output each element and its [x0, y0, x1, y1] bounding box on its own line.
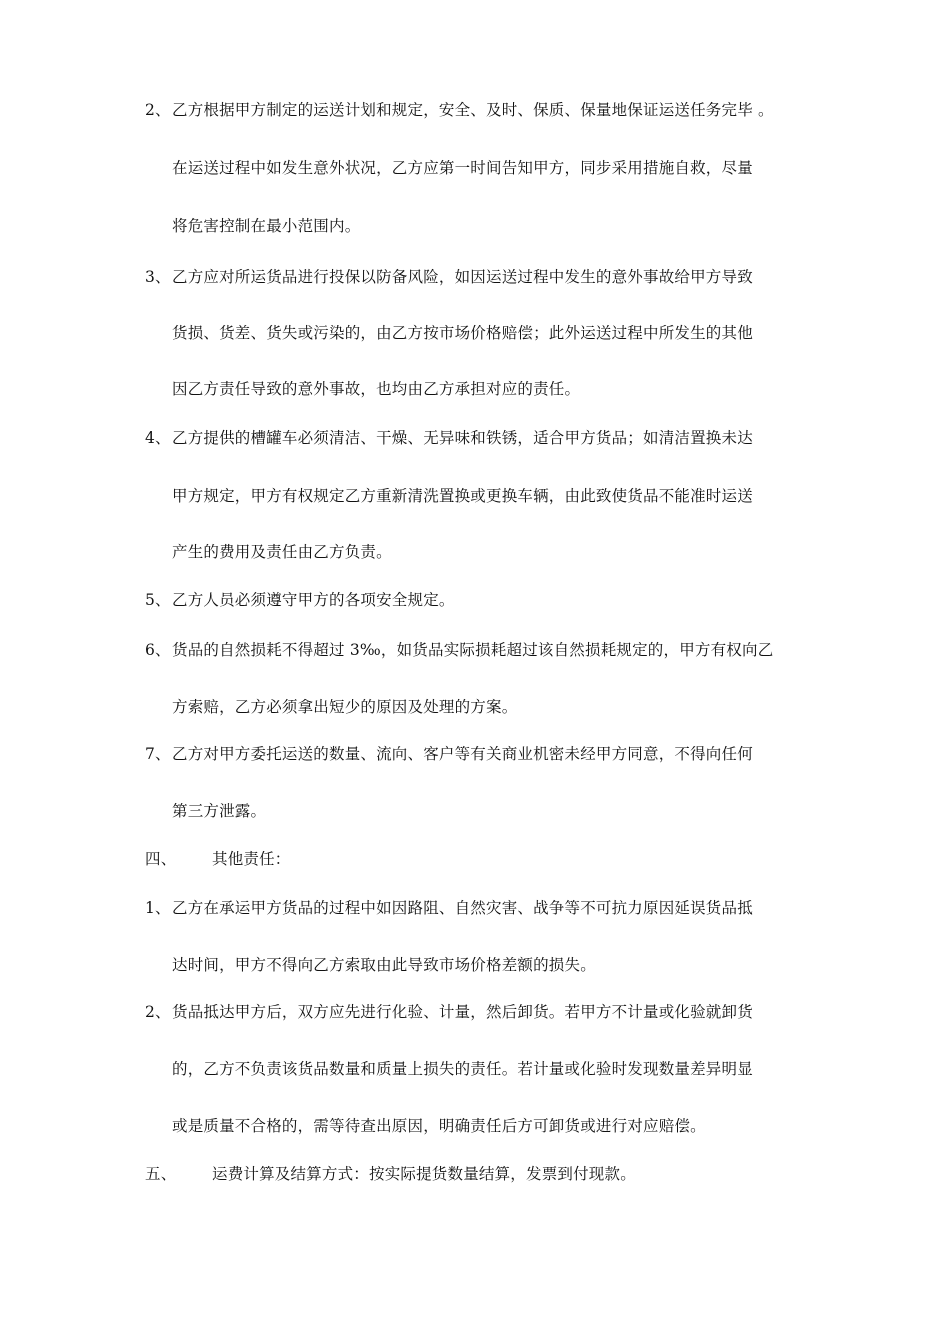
- clause-number: 2、: [145, 1003, 171, 1021]
- clause-number: 2、: [145, 101, 171, 119]
- clause-text-line: 产生的费用及责任由乙方负责。: [172, 543, 392, 561]
- clause-text-line: 货品抵达甲方后，双方应先进行化验、计量，然后卸货。若甲方不计量或化验就卸货: [172, 1003, 753, 1021]
- clause-text-line: 乙方在承运甲方货品的过程中如因路阻、自然灾害、战争等不可抗力原因延误货品抵: [172, 899, 753, 917]
- clause-text-line: 方索赔，乙方必须拿出短少的原因及处理的方案。: [172, 698, 518, 716]
- clause-number: 5、: [145, 591, 171, 609]
- clause-text-line: 因乙方责任导致的意外事故，也均由乙方承担对应的责任。: [172, 380, 581, 398]
- clause-text-line: 的，乙方不负责该货品数量和质量上损失的责任。若计量或化验时发现数量差异明显: [172, 1060, 753, 1078]
- clause-text-line: 第三方泄露。: [172, 802, 267, 820]
- clause-text-line: 乙方根据甲方制定的运送计划和规定，安全、及时、保质、保量地保证运送任务完毕 。: [172, 101, 774, 119]
- clause-text-line: 达时间，甲方不得向乙方索取由此导致市场价格差额的损失。: [172, 956, 596, 974]
- section-title: 其他责任：: [212, 850, 291, 868]
- clause-number: 4、: [145, 429, 171, 447]
- clause-number: 6、: [145, 641, 171, 659]
- clause-text-line: 货损、货差、货失或污染的，由乙方按市场价格赔偿；此外运送过程中所发生的其他: [172, 324, 753, 342]
- clause-text-line: 将危害控制在最小范围内。: [172, 217, 361, 235]
- section-title: 运费计算及结算方式：按实际提货数量结算，发票到付现款。: [212, 1165, 636, 1183]
- clause-text-line: 或是质量不合格的，需等待查出原因，明确责任后方可卸货或进行对应赔偿。: [172, 1117, 706, 1135]
- clause-text-line: 在运送过程中如发生意外状况，乙方应第一时间告知甲方，同步采用措施自救，尽量: [172, 159, 753, 177]
- clause-number: 1、: [145, 899, 171, 917]
- clause-text-line: 乙方应对所运货品进行投保以防备风险，如因运送过程中发生的意外事故给甲方导致: [172, 268, 753, 286]
- clause-text-line: 乙方人员必须遵守甲方的各项安全规定。: [172, 591, 455, 609]
- clause-number: 3、: [145, 268, 171, 286]
- clause-number: 7、: [145, 745, 171, 763]
- clause-text-line: 乙方提供的槽罐车必须清洁、干燥、无异味和铁锈，适合甲方货品；如清洁置换未达: [172, 429, 753, 447]
- clause-text-line: 甲方规定，甲方有权规定乙方重新清洗置换或更换车辆，由此致使货品不能准时运送: [172, 487, 753, 505]
- clause-text-line: 乙方对甲方委托运送的数量、流向、客户等有关商业机密未经甲方同意，不得向任何: [172, 745, 753, 763]
- section-number: 四、: [145, 850, 177, 868]
- section-number: 五、: [145, 1165, 177, 1183]
- clause-text-line: 货品的自然损耗不得超过 3‰，如货品实际损耗超过该自然损耗规定的，甲方有权向乙: [172, 641, 774, 659]
